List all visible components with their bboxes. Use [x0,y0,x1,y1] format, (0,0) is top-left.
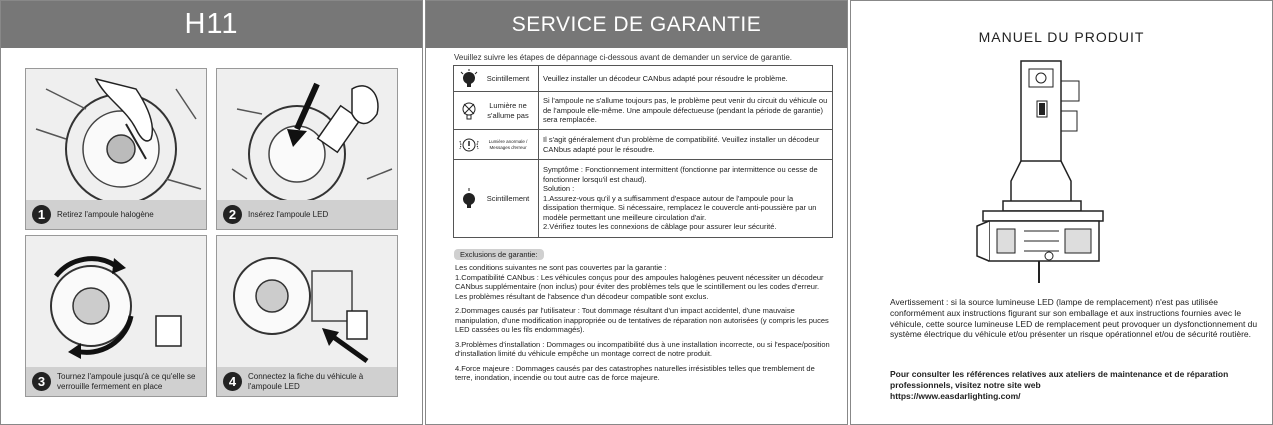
bulb-off-icon [457,101,481,121]
symptom-label: Lumière ne s'allume pas [487,101,529,120]
symptom-label: Lumière anormale / Messages d'erreur [488,139,528,150]
panel-title: MANUEL DU PRODUIT [978,29,1145,45]
step-2-text: Insérez l'ampoule LED [248,209,329,219]
symptom-description: Symptôme : Fonctionnement intermittent (fonctionne par intermittence ou cesse de fonctionner lorsqu'il est chaud). Solution : 1.Assurez-vous qu'il y a suffisamment d'espace autour de l'ampoule pour la dissipation thermique. Si nécessaire, remplacez le couvercle anti-poussière par un modèle permettant une meilleure circulation d'air. 2.Vérifiez toutes les connexions de câblage pour assurer leur sécurité. [539,160,833,238]
symptom-description: Veuillez installer un décodeur CANbus adapté pour résoudre le problème. [539,66,833,92]
warning-light-icon [457,136,481,154]
step-1-number: 1 [32,205,51,224]
consult-message: Pour consulter les références relatives aux ateliers de maintenance et de réparation professionnels, visitez notre site web [890,369,1229,390]
installation-panel [0,0,423,425]
consult-text [890,369,1262,402]
product-manual-panel [850,0,1273,425]
step-2-number: 2 [223,205,242,224]
table-row [454,92,833,130]
table-row [454,66,833,92]
step-3-card [25,235,207,397]
led-bulb-illustration [969,51,1119,286]
step-1-text: Retirez l'ampoule halogène [57,209,154,219]
step-3-number: 3 [32,372,51,391]
symptom-label: Scintillement [486,73,530,83]
table-row [454,130,833,160]
bulb-flicker-icon [457,69,481,89]
step-2-illustration [217,69,398,202]
step-2-card [216,68,398,230]
bulb-icon [457,188,481,210]
condition-item: 4.Force majeure : Dommages causés par des catastrophes naturelles irrésistibles telles que tremblement de terre, inondation, incendie ou tout autre cas de force majeure. [455,363,815,382]
step-4-text: Connectez la fiche du véhicule à l'ampoule LED [248,371,364,391]
warning-text: Avertissement : si la source lumineuse LED (lampe de remplacement) n'est pas utilisée conformément aux instructions figurant sur son emballage et aux instructions fournies avec le véhicule, cette source lumineuse LED de remplacement peut provoquer un dysfonctionnement du système électrique du véhicule et/ou présenter un risque opérationnel et/ou de sécurité routière. [890,297,1258,340]
step-4-number: 4 [223,372,242,391]
step-3-caption [26,367,206,396]
condition-item: 3.Problèmes d'installation : Dommages ou incompatibilité dus à une installation incorrecte, ou si l'espace/position d'installation limité du véhicule empêche un montage correct de notre produit. [455,339,830,358]
step-2-caption [217,200,397,229]
step-1-illustration [26,69,207,202]
troubleshooting-table [453,65,833,238]
exclusions-badge: Exclusions de garantie: [454,249,544,260]
panel-title: H11 [1,1,422,48]
step-3-illustration [26,236,207,369]
condition-item: 1.Compatibilité CANbus : Les véhicules conçus pour des ampoules halogènes peuvent nécessiter un décodeur CANbus supplémentaire (non inclus) pour éviter des problèmes tels que le scintillement ou les codes d'erreur. Les problèmes résultant de l'absence d'un décodeur compatible sont exclus. [455,272,824,301]
website-link[interactable]: https://www.easdarlighting.com/ [890,391,1021,401]
step-3-text: Tournez l'ampoule jusqu'à ce qu'elle se verrouille fermement en place [57,371,196,391]
panel-title: SERVICE DE GARANTIE [426,1,847,48]
symptom-label: Scintillement [486,193,530,203]
symptom-description: Il s'agit généralement d'un problème de compatibilité. Veuillez installer un décodeur CANbus adapté pour le résoudre. [539,130,833,160]
table-row [454,160,833,238]
warranty-panel [425,0,848,425]
conditions-intro: Les conditions suivantes ne sont pas couvertes par la garantie : [455,263,667,272]
warranty-intro: Veuillez suivre les étapes de dépannage ci-dessous avant de demander un service de garantie. [454,53,792,62]
step-1-card [25,68,207,230]
condition-item: 2.Dommages causés par l'utilisateur : Tout dommage résultant d'un impact accidentel, d'une mauvaise manipulation, d'une modification inappropriée ou de tentatives de réparation non autorisées (y compris les puces LED cassées ou les fils endommagés). [455,306,829,334]
step-4-caption [217,367,397,396]
step-4-illustration [217,236,398,369]
exclusions-list [455,263,833,388]
step-4-card [216,235,398,397]
symptom-description: Si l'ampoule ne s'allume toujours pas, le problème peut venir du circuit du véhicule ou de l'ampoule elle-même. Une ampoule défectueuse (pendant la période de garantie) sera remplacée. [539,92,833,130]
step-1-caption [26,200,206,229]
